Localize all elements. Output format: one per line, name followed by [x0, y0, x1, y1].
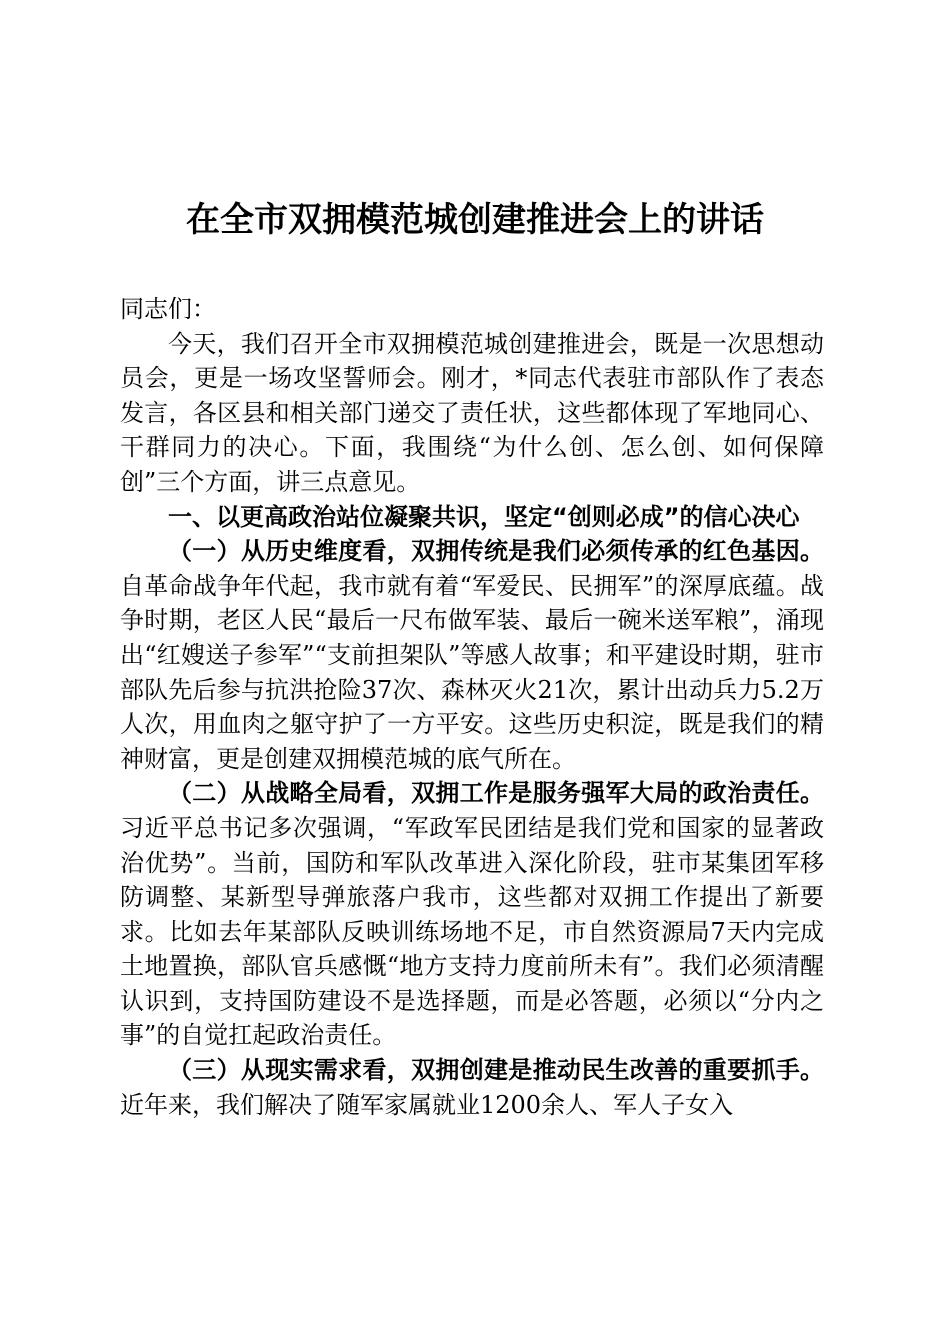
- intro-paragraph: 今天，我们召开全市双拥模范城创建推进会，既是一次思想动员会，更是一场攻坚誓师会。刚才，*同志代表驻市部队作了表态发言，各区县和相关部门递交了责任状，这些都体现了军地同心、干群同力的决心。下面，我围绕“为什么创、怎么创、如何保障创”三个方面，讲三点意见。: [120, 329, 824, 496]
- paragraph-2-lead: （二）从战略全局看，双拥工作是服务强军大局的政治责任。: [168, 778, 824, 808]
- section-heading-1: 一、以更高政治站位凝聚共识，坚定“创则必成”的信心决心: [168, 502, 800, 531]
- paragraph-3-body: 近年来，我们解决了随军家属就业1200余人、军人子女入: [120, 1090, 734, 1119]
- paragraph-1-body: 自革命战争年代起，我市就有着“军爱民、民拥军”的深厚底蕴。战争时期，老区人民“最后一尺布做军装、最后一碗米送军粮”，涌现出“红嫂送子参军”“支前担架队”等感人故事；和平建设时期，驻市部队先后参与抗洪抢险37次、森林灭火21次，累计出动兵力5.2万人次，用血肉之躯守护了一方平安。这些历史积淀，既是我们的精神财富，更是创建双拥模范城的底气所在。: [120, 571, 824, 773]
- document-title: 在全市双拥模范城创建推进会上的讲话: [186, 200, 764, 240]
- paragraph-2: [120, 776, 824, 1053]
- paragraph-3: [120, 1053, 824, 1122]
- salutation: 同志们：: [120, 295, 216, 323]
- paragraph-2-body: 习近平总书记多次强调，“军政军民团结是我们党和国家的显著政治优势”。当前，国防和军队改革进入深化阶段，驻市某集团军移防调整、某新型导弹旅落户我市，这些都对双拥工作提出了新要求。比如去年某部队反映训练场地不足，市自然资源局7天内完成土地置换，部队官兵感慨“地方支持力度前所未有”。我们必须清醒认识到，支持国防建设不是选择题，而是必答题，必须以“分内之事”的自觉扛起政治责任。: [120, 813, 824, 1050]
- paragraph-3-lead: （三）从现实需求看，双拥创建是推动民生改善的重要抓手。: [168, 1055, 824, 1085]
- paragraph-1: [120, 534, 824, 776]
- paragraph-1-lead: （一）从历史维度看，双拥传统是我们必须传承的红色基因。: [168, 536, 824, 566]
- document-body: [120, 292, 824, 1122]
